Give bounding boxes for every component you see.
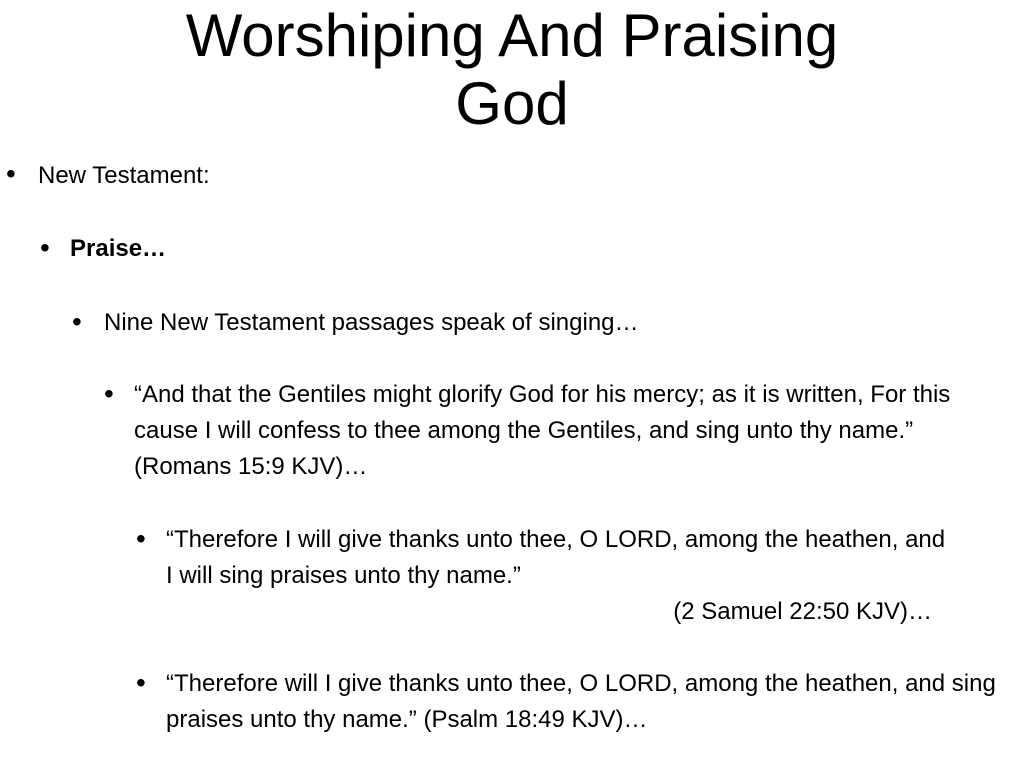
slide-title	[0, 2, 1024, 138]
title-line-1: Worshiping And Praising	[185, 2, 839, 69]
bullet-samuel-quote	[166, 522, 946, 630]
bullet-new-testament: New Testament:	[38, 162, 210, 189]
bullet-praise: Praise…	[70, 235, 167, 262]
bullet-nine-passages: Nine New Testament passages speak of singing…	[104, 309, 639, 336]
samuel-quote-text: “Therefore I will give thanks unto thee, O LORD, among the heathen, and I will sing praises unto thy name.”	[166, 526, 946, 589]
bullet-dot-1: •	[6, 158, 16, 189]
bullet-romans-quote: “And that the Gentiles might glorify God for his mercy; as it is written, For this cause I will confess to thee among the Gentiles, and sing unto thy name.” (Romans 15:9 KJV)…	[134, 381, 951, 480]
samuel-quote-reference: (2 Samuel 22:50 KJV)…	[673, 598, 932, 625]
bullet-psalm-quote: “Therefore will I give thanks unto thee, O LORD, among the heathen, and sing praises unto thy name.” (Psalm 18:49 KJV)…	[166, 670, 996, 733]
title-line-2: God	[455, 70, 569, 137]
bullet-dot-5: •	[136, 523, 146, 554]
bullet-dot-6: •	[136, 667, 146, 698]
bullet-dot-2: •	[40, 232, 50, 263]
bullet-dot-4: •	[104, 378, 114, 409]
bullet-dot-3: •	[72, 306, 82, 337]
